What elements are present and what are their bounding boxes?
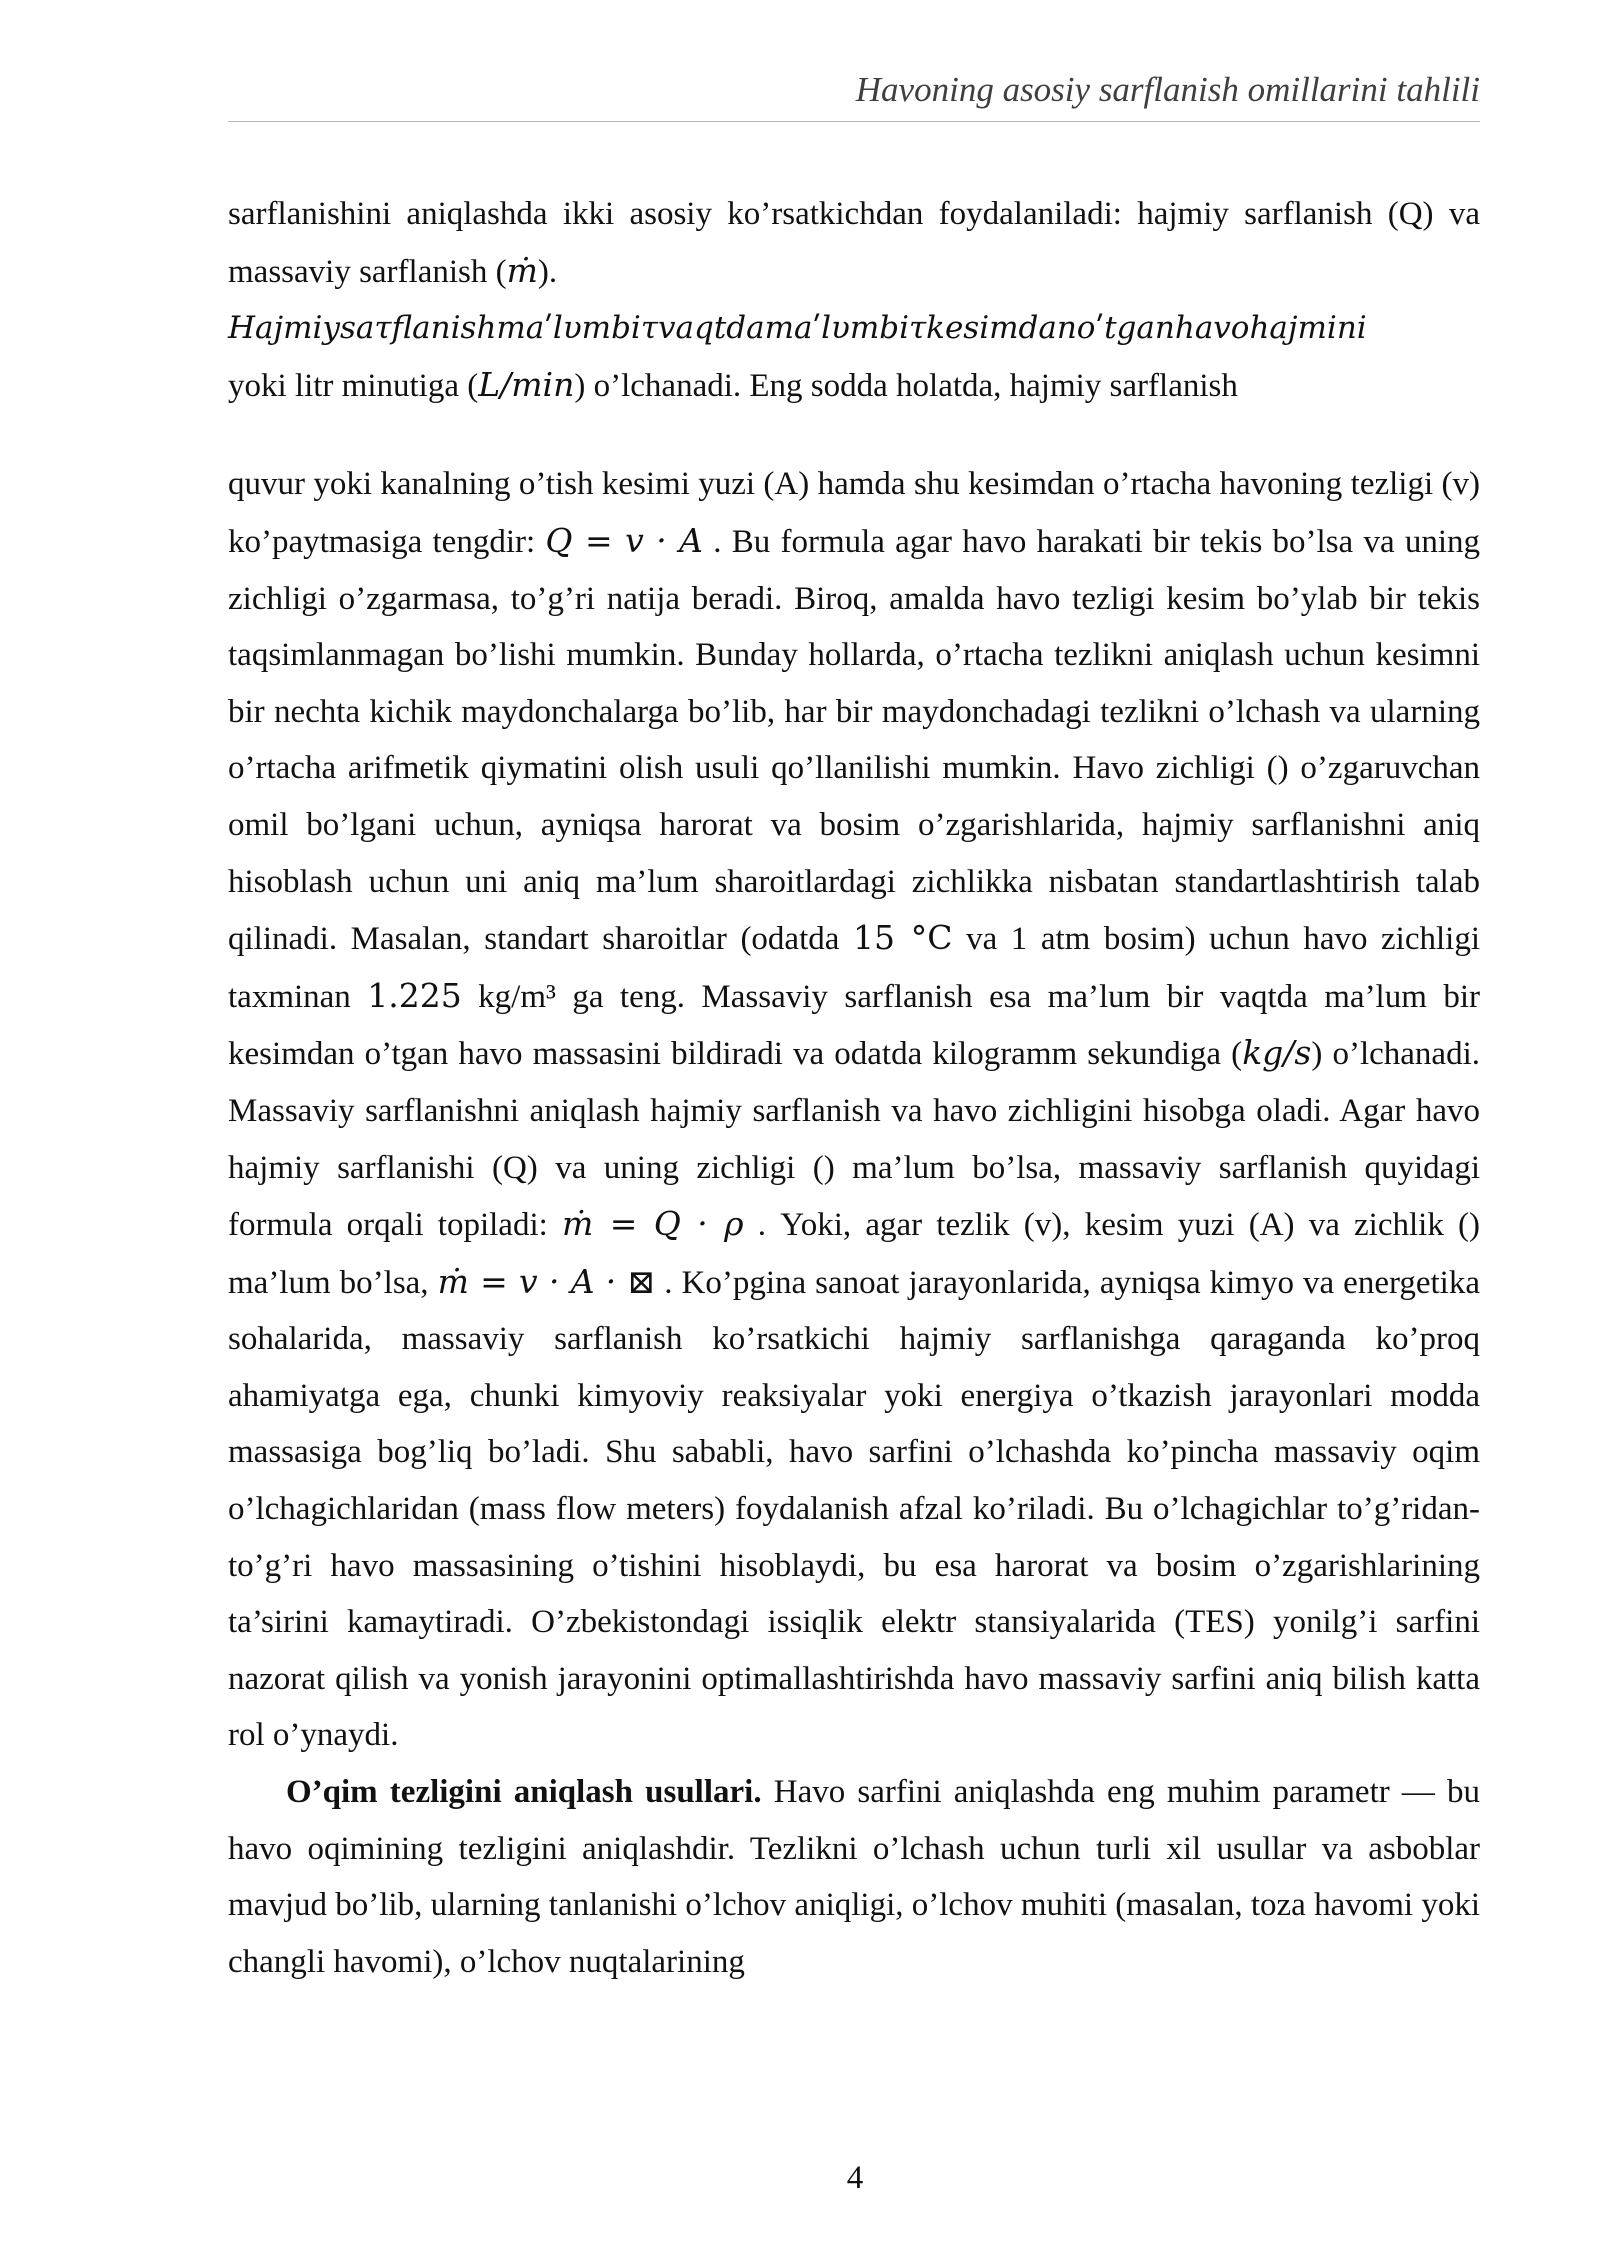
- text-run: . Ko’pgina sanoat jarayonlarida, ayniqsa kimyo va energetika sohalarida, massaviy sarflanish ko’rsatkichi hajmiy sarflanishga qaraganda ko’proq ahamiyatga ega, chunki kimyoviy reaksiyalar yoki energiya o’tkazish jarayonlari modda massasiga bog’liq bo’ladi. Shu sababli, havo sarfini o’lchashda ko’pincha massaviy oqim o’lchagichlaridan (mass flow meters) foydalanish afzal ko’riladi. Bu o’lchagichlar to’g’ridan-to’g’ri havo massasining o’tishini hisoblaydi, bu esa harorat va bosim o’zgarishlarining ta’sirini kamaytiradi. O’zbekistondagi issiqlik elektr stansiyalarida (TES) yonilg’i sarfini nazorat qilish va yonish jarayonini optimallashtirishda havo massaviy sarfini aniq bilish katta rol o’ynaydi.: [228, 1264, 1480, 1754]
- text-run: sarflanishini aniqlashda ikki asosiy ko’rsatkichdan foydalaniladi: hajmiy sarflanish (Q) va massaviy sarflanish (: [228, 196, 1480, 290]
- paragraph-1-cont: [228, 357, 1480, 415]
- text-run: ) o’lchanadi. Eng sodda holatda, hajmiy sarflanish: [574, 367, 1238, 404]
- mass-flow-symbol: ṁ: [506, 250, 538, 290]
- text-run: ) o’lchanadi. Massaviy sarflanishni aniqlash hajmiy sarflanish va havo zichligini hisobga oladi. Agar havo hajmiy sarflanishi (Q) va uning zichligi () ma’lum bo’lsa, massaviy sarflanish quyidagi formula orqali topiladi:: [228, 1036, 1480, 1244]
- header-divider: [228, 121, 1480, 122]
- formula-q-equals-va: Q = v · A: [545, 520, 703, 560]
- standard-temperature: 15 °C: [852, 918, 953, 958]
- section-lead-heading: O’qim tezligini aniqlash usullari.: [286, 1774, 762, 1811]
- density-unit: kg/m³: [461, 978, 556, 1015]
- running-header: Havoning asosiy sarflanish omillarini tahlili: [855, 70, 1480, 109]
- body-text: [228, 186, 1480, 1990]
- text-run: yoki litr minutiga (: [228, 367, 479, 404]
- garbled-formula-line: Hajmiysaτflanishmaʹlυmbiτvaqtdamaʹlυmbiτkesimdanoʹtganhavohajmini: [228, 310, 1367, 347]
- spacer: [228, 414, 1480, 456]
- text-run: quvur yoki kanalning o’tish kesimi yuzi (A) hamda shu kesimdan o’rtacha havoning tezligi (v) ko’paytmasiga tengdir:: [228, 466, 1480, 560]
- paragraph-3: [228, 1764, 1480, 1990]
- unit-kg-per-s: kg/s: [1242, 1033, 1312, 1073]
- air-density-value: 1.225: [367, 975, 462, 1015]
- text-run: . Yoki, agar tezlik (v), kesim yuzi (A) va zichlik () ma’lum bo’lsa,: [228, 1207, 1480, 1301]
- paragraph-2: [228, 456, 1480, 1764]
- text-run: . Bu formula agar havo harakati bir tekis bo’lsa va uning zichligi o’zgarmasa, to’g’ri natija beradi. Biroq, amalda havo tezligi kesim bo’ylab bir tekis taqsimlanmagan bo’lishi mumkin. Bunday hollarda, o’rtacha tezlikni aniqlash uchun kesimni bir nechta kichik maydonchalarga bo’lib, har bir maydonchadagi tezlikni o’lchash va ularning o’rtacha arifmetik qiymatini olish usuli qo’llanilishi mumkin. Havo zichligi () o’zgaruvchan omil bo’lgani uchun, ayniqsa harorat va bosim o’zgarishlarida, hajmiy sarflanishni aniq hisoblash uchun uni aniq ma’lum sharoitlardagi zichlikka nisbatan standartlashtirish talab qilinadi. Masalan, standart sharoitlar (odatda: [228, 523, 1480, 958]
- text-run: ).: [537, 253, 558, 290]
- text-run: Havo sarfini aniqlashda eng muhim parametr — bu havo oqimining tezligini aniqlashdir. Tezlikni o’lchash uchun turli xil usullar va asboblar mavjud bo’lib, ularning tanlanishi o’lchov aniqligi, o’lchov muhiti (masalan, toza havomi yoki changli havomi), o’lchov nuqtalarining: [228, 1774, 1481, 1980]
- paragraph-1: [228, 186, 1480, 300]
- formula-mass-flow-q-rho: ṁ = Q · ρ: [561, 1204, 744, 1244]
- page-number: 4: [846, 2160, 864, 2196]
- text-run: ga teng. Massaviy sarflanish esa ma’lum bir vaqtda ma’lum bir kesimdan o’tgan havo massasini bildiradi va odatda kilogramm sekundiga (: [228, 978, 1480, 1073]
- formula-mass-flow-v-a: ṁ = v · A · ⊠: [437, 1261, 656, 1301]
- text-run: va 1 atm bosim) uchun havo zichligi taxminan: [228, 921, 1481, 1015]
- unit-l-per-min: L/min: [478, 364, 575, 404]
